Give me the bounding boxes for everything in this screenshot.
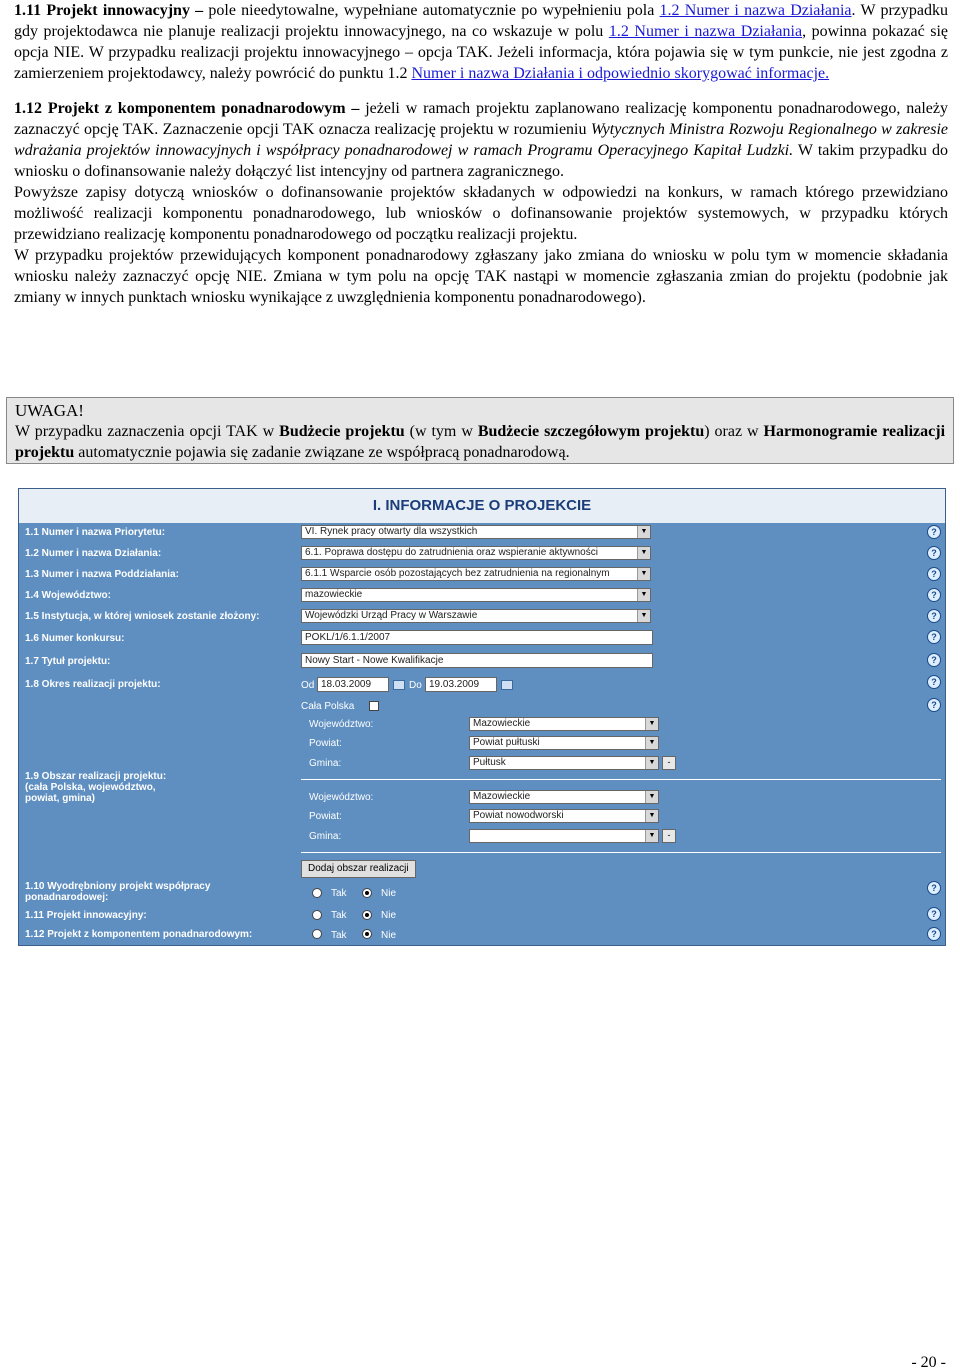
area1-powiat-select[interactable]: Powiat pułtuski ▼ — [469, 736, 659, 750]
label-wyodrebniony: 1.10 Wyodrębniony projekt współpracy ponadnarodowej: — [25, 881, 211, 903]
chevron-down-icon: ▼ — [645, 757, 658, 769]
help-icon[interactable]: ? — [927, 588, 941, 602]
label-priorytet: 1.1 Numer i nazwa Priorytetu: — [25, 527, 166, 538]
gmina-label: Gmina: — [309, 758, 342, 769]
help-icon[interactable]: ? — [927, 630, 941, 644]
do-label: Do — [409, 680, 422, 691]
label-konkurs: 1.6 Numer konkursu: — [25, 633, 125, 644]
tytul-input[interactable]: Nowy Start - Nowe Kwalifikacje — [301, 653, 653, 668]
gmina-label: Gmina: — [309, 831, 342, 842]
woj-label: Województwo: — [309, 719, 374, 730]
priorytet-select[interactable]: VI. Rynek pracy otwarty dla wszystkich ▼ — [301, 525, 651, 539]
remove-area-button[interactable]: - — [662, 829, 676, 843]
label-wojewodztwo: 1.4 Województwo: — [25, 590, 111, 601]
label-ponadnarodowy: 1.12 Projekt z komponentem ponadnarodowym: — [25, 929, 253, 940]
divider — [301, 779, 941, 780]
woj-label: Województwo: — [309, 792, 374, 803]
chevron-down-icon: ▼ — [637, 547, 650, 559]
heading-1-11: 1.11 Projekt innowacyjny – — [14, 2, 209, 19]
area2-gmina-select[interactable] — [469, 829, 659, 843]
nie-label: Nie — [381, 888, 397, 899]
radio-tak[interactable] — [312, 929, 322, 939]
chevron-down-icon: ▼ — [645, 830, 658, 842]
date-to-input[interactable]: 19.03.2009 — [425, 677, 497, 692]
cala-polska-label: Cała Polska — [301, 701, 355, 712]
form-header: I. INFORMACJE O PROJEKCIE — [19, 489, 945, 523]
project-info-form — [18, 488, 946, 946]
wojewodztwo-select[interactable]: mazowieckie ▼ — [301, 588, 651, 602]
remove-area-button[interactable]: - — [662, 756, 676, 770]
help-icon[interactable]: ? — [927, 546, 941, 560]
radio-nie[interactable] — [362, 910, 372, 920]
label-instytucja: 1.5 Instytucja, w której wniosek zostanie złożony: — [25, 611, 260, 622]
dzialanie-select[interactable]: 6.1. Poprawa dostępu do zatrudnienia oraz wspieranie aktywności ▼ — [301, 546, 651, 560]
instytucja-select[interactable]: Wojewódzki Urząd Pracy w Warszawie ▼ — [301, 609, 651, 623]
help-icon[interactable]: ? — [927, 567, 941, 581]
od-label: Od — [301, 680, 315, 691]
divider — [301, 852, 941, 853]
tak-label: Tak — [331, 930, 347, 941]
chevron-down-icon: ▼ — [637, 589, 650, 601]
help-icon[interactable]: ? — [927, 698, 941, 712]
help-icon[interactable]: ? — [927, 525, 941, 539]
link-1-2[interactable]: 1.2 Numer i nazwa Działania — [659, 2, 852, 19]
label-dzialanie: 1.2 Numer i nazwa Działania: — [25, 548, 162, 559]
help-icon[interactable]: ? — [927, 927, 941, 941]
calendar-icon[interactable] — [393, 680, 405, 690]
area1-gmina-select[interactable]: Pułtusk ▼ — [469, 756, 659, 770]
area1-woj-select[interactable]: Mazowieckie ▼ — [469, 717, 659, 731]
radio-tak[interactable] — [312, 910, 322, 920]
powiat-label: Powiat: — [309, 811, 342, 822]
paragraph: W przypadku projektów przewidujących komponent ponadnarodowy zgłaszany jako zmiana do wniosku w polu tym w momencie składania wniosku należy zaznaczyć opcję NIE. Zmiana w tym polu na opcję TAK nastąpi w momencie zgłaszania zmian do projektu (podobnie jak zmiany w innych punktach wniosku wynikające z uwzględnienia komponentu ponadnarodowego). — [14, 247, 948, 306]
help-icon[interactable]: ? — [927, 907, 941, 921]
nie-label: Nie — [381, 910, 397, 921]
chevron-down-icon: ▼ — [645, 791, 658, 803]
nie-label: Nie — [381, 930, 397, 941]
label-okres: 1.8 Okres realizacji projektu: — [25, 679, 161, 690]
label-poddzialanie: 1.3 Numer i nazwa Poddziałania: — [25, 569, 179, 580]
cala-polska-checkbox[interactable] — [369, 701, 379, 711]
section-1-11: 1.11 Projekt innowacyjny – pole nieedytowalne, wypełniane automatycznie po wypełnieniu pola 1.2 Numer i nazwa Działania. W przypadku gdy projektodawca nie planuje realizacji projektu innowacyjnego, na co wskazuje w polu 1.2 Numer i nazwa Działania, powinna pokazać się opcja NIE. W przypadku realizacji projektu innowacyjnego – opcja TAK. Jeżeli informacja, która pojawia się w tym punkcie, nie jest zgodna z zamierzeniem projektodawcy, należy powrócić do punktu 1.2 Numer i nazwa Działania i odpowiednio skorygować informacje. 1.12 Projekt z komponentem ponadnarodowym – jeżeli w ramach projektu zaplanowano realizację komponentu ponadnarodowego, należy zaznaczyć opcję TAK. Zaznaczenie opcji TAK oznacza realizację projektu w rozumieniu Wytycznych Ministra Rozwoju Regionalnego w zakresie wdrażania projektów innowacyjnych i współpracy ponadnarodowej w ramach Programu Operacyjnego Kapitał Ludzki. W takim przypadku do wniosku o dofinansowanie należy dołączyć list intencyjny od partnera zagranicznego. Powyższe zapisy dotyczą wniosków o dofinansowanie projektów składanych w odpowiedzi na konkurs, w ramach którego przewidziano możliwość realizacji komponentu ponadnarodowego, lub wniosków o dofinansowanie projektów systemowych, w przypadku których przewidziano realizację komponentu ponadnarodowego od początku realizacji projektu. W przypadku projektów przewidujących komponent ponadnarodowy zgłaszany jako zmiana do wniosku w polu tym w momencie składania wniosku należy zaznaczyć opcję NIE. Zmiana w tym polu na opcję TAK nastąpi w momencie zgłaszania zmian do projektu (podobnie jak zmiany w innych punktach wniosku wynikające z uwzględnienia komponentu ponadnarodowego). — [14, 2, 949, 306]
page-number: - 20 - — [911, 1354, 946, 1371]
poddzialanie-select[interactable]: 6.1.1 Wsparcie osób pozostających bez zatrudnienia na regionalnym ▼ — [301, 567, 651, 581]
heading-1-12: 1.12 Projekt z komponentem ponadnarodowym – — [14, 100, 366, 117]
help-icon[interactable]: ? — [927, 675, 941, 689]
radio-tak[interactable] — [312, 888, 322, 898]
date-from-input[interactable]: 18.03.2009 — [317, 677, 389, 692]
chevron-down-icon: ▼ — [645, 718, 658, 730]
chevron-down-icon: ▼ — [637, 568, 650, 580]
chevron-down-icon: ▼ — [637, 610, 650, 622]
label-tytul: 1.7 Tytuł projektu: — [25, 656, 111, 667]
radio-nie[interactable] — [362, 888, 372, 898]
link-1-2[interactable]: 1.2 Numer i nazwa Działania — [608, 23, 803, 40]
powiat-label: Powiat: — [309, 738, 342, 749]
paragraph: Powyższe zapisy dotyczą wniosków o dofinansowanie projektów składanych w odpowiedzi na konkurs, w ramach którego przewidziano możliwość realizacji komponentu ponadnarodowego, lub wniosków o dofinansowanie projektów systemowych, w przypadku których przewidziano realizację komponentu ponadnarodowego od początku realizacji projektu. — [14, 184, 948, 243]
tak-label: Tak — [331, 910, 347, 921]
area2-powiat-select[interactable]: Powiat nowodworski ▼ — [469, 809, 659, 823]
chevron-down-icon: ▼ — [645, 810, 658, 822]
konkurs-input[interactable]: POKL/1/6.1.1/2007 — [301, 630, 653, 645]
radio-nie[interactable] — [362, 929, 372, 939]
tak-label: Tak — [331, 888, 347, 899]
area2-woj-select[interactable]: Mazowieckie ▼ — [469, 790, 659, 804]
chevron-down-icon: ▼ — [637, 526, 650, 538]
chevron-down-icon: ▼ — [645, 737, 658, 749]
help-icon[interactable]: ? — [927, 653, 941, 667]
label-obszar: 1.9 Obszar realizacji projektu: (cała Polska, województwo, powiat, gmina) — [25, 771, 167, 804]
warning-text: W przypadku zaznaczenia opcji TAK w Budżecie projektu (w tym w Budżecie szczegółowym projektu) oraz w Harmonogramie realizacji projektu automatycznie pojawia się zadanie związane ze współpracą ponadnarodową. — [15, 423, 946, 461]
help-icon[interactable]: ? — [927, 881, 941, 895]
calendar-icon[interactable] — [501, 680, 513, 690]
link-1-2[interactable]: Numer i nazwa Działania i odpowiednio skorygować informacje. — [411, 65, 830, 82]
label-innowacyjny: 1.11 Projekt innowacyjny: — [25, 910, 147, 921]
help-icon[interactable]: ? — [927, 609, 941, 623]
add-area-button[interactable]: Dodaj obszar realizacji — [301, 860, 416, 878]
warning-box — [6, 397, 954, 464]
warning-title: UWAGA! — [15, 401, 84, 420]
